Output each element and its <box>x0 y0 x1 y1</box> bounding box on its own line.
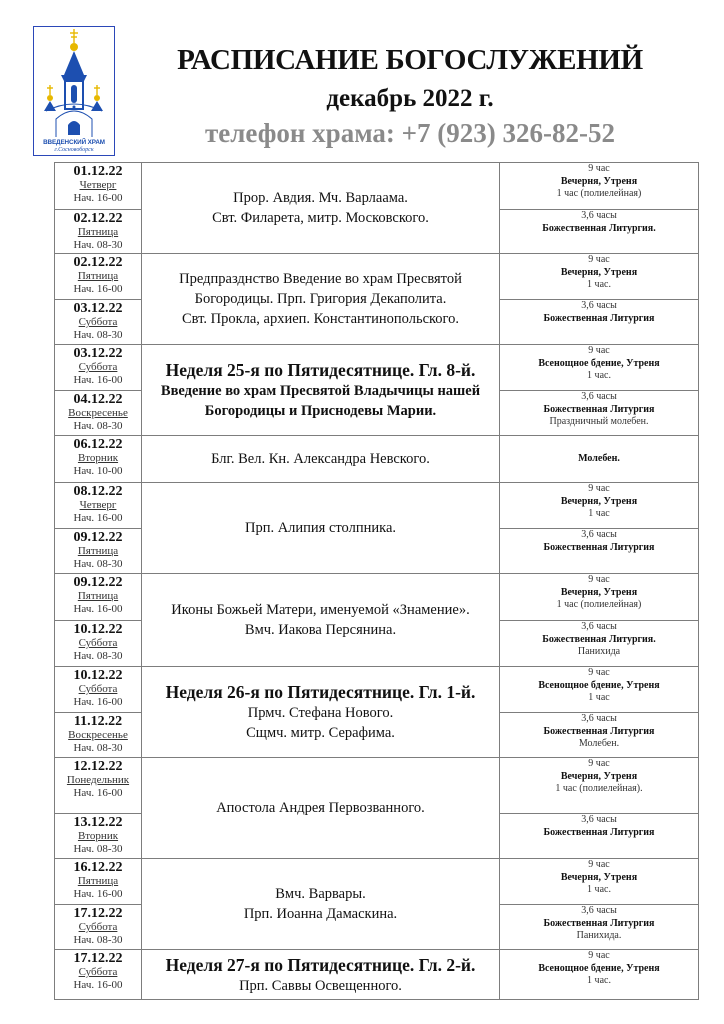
start-time: Нач. 08-30 <box>73 650 123 662</box>
dates-cell <box>55 345 142 435</box>
schedule-row <box>55 758 699 859</box>
dates-cell <box>55 574 142 666</box>
services-cell <box>500 758 699 858</box>
service-entry <box>500 209 698 253</box>
service-hours: 9 час <box>588 345 610 356</box>
dates-cell <box>55 859 142 949</box>
day-entry <box>55 620 141 666</box>
service-hours: 9 час <box>588 574 610 585</box>
service-hours: 3,6 часы <box>581 210 617 221</box>
logo-church-name: ВВЕДЕНСКИЙ ХРАМ <box>43 139 105 146</box>
feast-line: Сщмч. митр. Серафима. <box>246 725 395 741</box>
weekday: Суббота <box>78 966 118 978</box>
service-date: 09.12.22 <box>73 575 123 590</box>
service-entry <box>500 859 698 904</box>
feast-heading: Неделя 25-я по Пятидесятнице. Гл. 8-й. <box>165 360 476 380</box>
services-cell <box>500 163 699 253</box>
service-name: Вечерня, Утреня <box>560 770 638 782</box>
service-name: Всенощное бдение, Утреня <box>538 357 660 369</box>
service-name: Божественная Литургия <box>543 917 655 929</box>
service-name: Вечерня, Утреня <box>560 266 638 278</box>
service-date: 06.12.22 <box>73 437 123 452</box>
service-hours: 9 час <box>588 483 610 494</box>
service-date: 08.12.22 <box>73 484 123 499</box>
service-name: Божественная Литургия <box>543 403 655 415</box>
feast-cell <box>142 950 500 999</box>
feast-line: Предпразднство Введение во храм Пресвятой <box>179 271 462 287</box>
service-note: Панихида. <box>576 930 622 941</box>
service-hours: 9 час <box>588 254 610 265</box>
day-entry <box>55 758 141 813</box>
service-hours: 3,6 часы <box>581 300 617 311</box>
weekday: Четверг <box>79 499 117 511</box>
service-entry <box>500 436 698 482</box>
dates-cell <box>55 950 142 999</box>
service-entry <box>500 950 698 999</box>
feast-title: Богородицы и Приснодевы Марии. <box>204 403 437 419</box>
dates-cell <box>55 483 142 573</box>
schedule-table <box>54 162 699 1000</box>
services-cell <box>500 254 699 344</box>
feast-line: Свт. Прокла, архиеп. Константинопольского. <box>181 311 460 327</box>
services-cell <box>500 950 699 999</box>
schedule-row <box>55 483 699 574</box>
day-entry <box>55 436 141 482</box>
day-entry <box>55 254 141 299</box>
dates-cell <box>55 436 142 482</box>
service-entry <box>500 163 698 209</box>
service-name: Вечерня, Утреня <box>560 871 638 883</box>
start-time: Нач. 08-30 <box>73 420 123 432</box>
start-time: Нач. 16-00 <box>73 888 123 900</box>
service-name: Божественная Литургия <box>543 725 655 737</box>
service-hours: 9 час <box>588 758 610 769</box>
service-entry <box>500 904 698 949</box>
phone-line: телефон храма: +7 (923) 326-82-52 <box>204 118 615 148</box>
day-entry <box>55 345 141 390</box>
service-date: 01.12.22 <box>73 164 123 179</box>
schedule-row <box>55 254 699 345</box>
weekday: Вторник <box>77 452 119 464</box>
service-note: Праздничный молебен. <box>549 416 649 427</box>
service-name: Божественная Литургия. <box>542 222 656 234</box>
schedule-row <box>55 163 699 254</box>
feast-line: Блг. Вел. Кн. Александра Невского. <box>211 451 430 467</box>
service-note: 1 час <box>588 508 610 519</box>
service-date: 03.12.22 <box>73 301 123 316</box>
day-entry <box>55 859 141 904</box>
service-entry <box>500 620 698 666</box>
service-note: 1 час (полиелейная) <box>556 599 642 610</box>
service-note: 1 час. <box>587 975 611 986</box>
feast-heading: Неделя 26-я по Пятидесятнице. Гл. 1-й. <box>165 682 476 702</box>
weekday: Воскресенье <box>68 407 128 419</box>
service-entry <box>500 299 698 344</box>
day-entry <box>55 483 141 528</box>
service-hours: 9 час <box>588 667 610 678</box>
service-date: 04.12.22 <box>73 392 123 407</box>
service-note: 1 час (полиелейная) <box>556 188 642 199</box>
service-entry <box>500 813 698 858</box>
feast-line: Свт. Филарета, митр. Московского. <box>212 210 429 226</box>
services-cell <box>500 574 699 666</box>
service-hours: 3,6 часы <box>581 905 617 916</box>
weekday: Суббота <box>78 361 118 373</box>
service-date: 02.12.22 <box>73 211 123 226</box>
service-hours: 3,6 часы <box>581 814 617 825</box>
service-note: Молебен. <box>578 738 620 749</box>
day-entry <box>55 528 141 573</box>
schedule-row <box>55 667 699 758</box>
service-date: 03.12.22 <box>73 346 123 361</box>
start-time: Нач. 08-30 <box>73 843 123 855</box>
weekday: Пятница <box>77 226 119 238</box>
service-date: 17.12.22 <box>73 951 123 966</box>
service-hours: 3,6 часы <box>581 391 617 402</box>
service-hours: 3,6 часы <box>581 713 617 724</box>
schedule-row <box>55 950 699 1000</box>
schedule-row <box>55 859 699 950</box>
schedule-row <box>55 436 699 483</box>
weekday: Воскресенье <box>68 729 128 741</box>
service-note: 1 час <box>588 692 610 703</box>
feast-line: Иконы Божьей Матери, именуемой «Знамение». <box>171 602 470 618</box>
service-entry <box>500 390 698 435</box>
page-title: РАСПИСАНИЕ БОГОСЛУЖЕНИЙ <box>177 44 643 76</box>
feast-line: Прор. Авдия. Мч. Варлаама. <box>233 190 408 206</box>
service-entry <box>500 254 698 299</box>
church-logo <box>33 26 115 156</box>
service-hours: 9 час <box>588 163 610 174</box>
service-entry <box>500 483 698 528</box>
feast-line: Вмч. Иакова Персянина. <box>244 622 397 638</box>
day-entry <box>55 667 141 712</box>
service-note: 1 час. <box>587 884 611 895</box>
start-time: Нач. 16-00 <box>73 979 123 991</box>
service-hours: 9 час <box>588 859 610 870</box>
service-entry <box>500 758 698 813</box>
month-subtitle: декабрь 2022 г. <box>326 85 494 112</box>
day-entry <box>55 390 141 435</box>
day-entry <box>55 813 141 858</box>
service-date: 12.12.22 <box>73 759 123 774</box>
weekday: Вторник <box>77 830 119 842</box>
start-time: Нач. 16-00 <box>73 603 123 615</box>
start-time: Нач. 08-30 <box>73 239 123 251</box>
weekday: Четверг <box>79 179 117 191</box>
start-time: Нач. 16-00 <box>73 192 123 204</box>
service-name: Вечерня, Утреня <box>560 495 638 507</box>
service-note: Панихида <box>577 646 621 657</box>
day-entry <box>55 299 141 344</box>
day-entry <box>55 574 141 620</box>
feast-line: Прп. Саввы Освещенного. <box>239 977 402 994</box>
feast-cell <box>142 483 500 573</box>
feast-line: Прп. Алипия столпника. <box>244 520 397 536</box>
service-name: Всенощное бдение, Утреня <box>538 962 660 974</box>
service-date: 16.12.22 <box>73 860 123 875</box>
start-time: Нач. 16-00 <box>73 696 123 708</box>
service-date: 10.12.22 <box>73 668 123 683</box>
service-hours: 3,6 часы <box>581 529 617 540</box>
feast-cell <box>142 345 500 435</box>
dates-cell <box>55 254 142 344</box>
day-entry <box>55 904 141 949</box>
weekday: Пятница <box>77 590 119 602</box>
weekday: Суббота <box>78 316 118 328</box>
service-entry <box>500 528 698 573</box>
feast-title: Введение во храм Пресвятой Владычицы нашей <box>160 383 481 399</box>
service-name: Божественная Литургия <box>543 826 655 838</box>
feast-cell <box>142 758 500 858</box>
logo-city: г.Сосновоборск <box>54 147 94 153</box>
service-name: Вечерня, Утреня <box>560 175 638 187</box>
service-entry <box>500 712 698 757</box>
service-hours: 3,6 часы <box>581 621 617 632</box>
weekday: Пятница <box>77 875 119 887</box>
services-cell <box>500 483 699 573</box>
feast-cell <box>142 574 500 666</box>
church-icon <box>34 27 114 139</box>
service-entry <box>500 667 698 712</box>
schedule-row <box>55 574 699 667</box>
weekday: Понедельник <box>66 774 130 786</box>
start-time: Нач. 08-30 <box>73 329 123 341</box>
service-date: 13.12.22 <box>73 815 123 830</box>
feast-cell <box>142 436 500 482</box>
service-date: 09.12.22 <box>73 530 123 545</box>
dates-cell <box>55 163 142 253</box>
feast-cell <box>142 254 500 344</box>
start-time: Нач. 08-30 <box>73 934 123 946</box>
weekday: Суббота <box>78 637 118 649</box>
start-time: Нач. 10-00 <box>73 465 123 477</box>
feast-line: Прп. Иоанна Дамаскина. <box>243 906 398 922</box>
services-cell <box>500 345 699 435</box>
service-note: 1 час. <box>587 370 611 381</box>
feast-line: Апостола Андрея Первозванного. <box>216 800 425 816</box>
start-time: Нач. 16-00 <box>73 283 123 295</box>
services-cell <box>500 436 699 482</box>
services-cell <box>500 859 699 949</box>
day-entry <box>55 163 141 209</box>
service-entry <box>500 574 698 620</box>
start-time: Нач. 08-30 <box>73 558 123 570</box>
feast-cell <box>142 163 500 253</box>
service-date: 17.12.22 <box>73 906 123 921</box>
service-name: Всенощное бдение, Утреня <box>538 679 660 691</box>
service-date: 02.12.22 <box>73 255 123 270</box>
start-time: Нач. 16-00 <box>73 787 123 799</box>
start-time: Нач. 16-00 <box>73 512 123 524</box>
service-name: Вечерня, Утреня <box>560 586 638 598</box>
start-time: Нач. 16-00 <box>73 374 123 386</box>
service-hours: 9 час <box>588 950 610 961</box>
weekday: Пятница <box>77 545 119 557</box>
feast-line: Прмч. Стефана Нового. <box>247 705 394 721</box>
service-name: Молебен. <box>578 452 620 464</box>
day-entry <box>55 950 141 999</box>
feast-line: Вмч. Варвары. <box>275 886 366 902</box>
feast-cell <box>142 667 500 757</box>
weekday: Суббота <box>78 921 118 933</box>
start-time: Нач. 08-30 <box>73 742 123 754</box>
service-note: 1 час. <box>587 279 611 290</box>
dates-cell <box>55 758 142 858</box>
services-cell <box>500 667 699 757</box>
schedule-row <box>55 345 699 436</box>
day-entry <box>55 209 141 253</box>
feast-heading: Неделя 27-я по Пятидесятнице. Гл. 2-й. <box>165 954 476 975</box>
weekday: Пятница <box>77 270 119 282</box>
service-name: Божественная Литургия. <box>542 633 656 645</box>
feast-line: Богородицы. Прп. Григория Декаполита. <box>194 291 447 307</box>
service-note: 1 час (полиелейная). <box>555 783 643 794</box>
feast-cell <box>142 859 500 949</box>
service-name: Божественная Литургия <box>543 312 655 324</box>
service-date: 11.12.22 <box>73 714 123 729</box>
service-date: 10.12.22 <box>73 622 123 637</box>
service-entry <box>500 345 698 390</box>
dates-cell <box>55 667 142 757</box>
weekday: Суббота <box>78 683 118 695</box>
day-entry <box>55 712 141 757</box>
service-name: Божественная Литургия <box>543 541 655 553</box>
